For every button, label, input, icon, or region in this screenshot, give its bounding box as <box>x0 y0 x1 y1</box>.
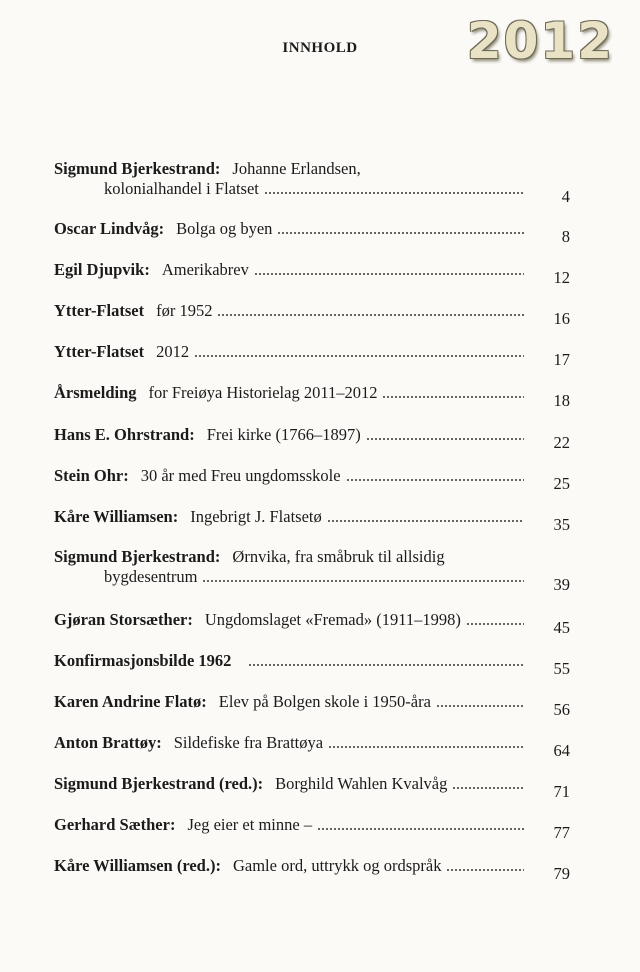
toc-title: Ørnvika, fra småbruk til allsidig <box>232 547 445 566</box>
page-title: INNHOLD <box>282 40 358 56</box>
toc-page-number: 22 <box>553 433 570 452</box>
toc-author: Konfirmasjonsbilde 1962 <box>54 651 232 670</box>
toc-title: Sildefiske fra Brattøya <box>173 733 324 752</box>
toc-title: for Freiøya Historielag 2011–2012 <box>148 383 378 402</box>
toc-entry <box>54 219 584 246</box>
toc-entry <box>54 159 584 206</box>
toc-author: Ytter-Flatset <box>54 301 145 320</box>
toc-entry <box>54 815 584 842</box>
toc-author: Sigmund Bjerkestrand (red.): <box>54 774 264 793</box>
dot-leader <box>277 232 524 234</box>
toc-page-number: 4 <box>561 187 570 206</box>
dot-leader <box>254 273 524 275</box>
dot-leader <box>202 580 524 582</box>
toc-entry <box>54 260 584 287</box>
toc-entry <box>54 425 584 452</box>
toc-author: Gerhard Sæther: <box>54 815 176 834</box>
toc-author: Gjøran Storsæther: <box>54 610 193 629</box>
toc-author: Karen Andrine Flatø: <box>54 692 207 711</box>
toc-page-number: 12 <box>553 268 570 287</box>
toc-title: Bolga og byen <box>176 219 273 238</box>
toc-page-number: 64 <box>553 741 570 760</box>
toc-page-number: 56 <box>553 700 570 719</box>
toc-page-number: 55 <box>553 659 570 678</box>
toc-page-number: 71 <box>553 782 570 801</box>
dot-leader <box>217 314 524 316</box>
toc-author: Sigmund Bjerkestrand: <box>54 547 221 566</box>
toc-entry <box>54 651 584 678</box>
dot-leader <box>248 664 524 666</box>
toc-title: Frei kirke (1766–1897) <box>206 425 361 444</box>
dot-leader <box>194 355 524 357</box>
toc-page-number: 16 <box>553 309 570 328</box>
toc-entry <box>54 856 584 883</box>
toc-entry <box>54 301 584 328</box>
toc-title: 30 år med Freu ungdomsskole <box>140 466 341 485</box>
toc-page-number: 18 <box>553 391 570 410</box>
toc-title: Jeg eier et minne – <box>187 815 313 834</box>
toc-entry <box>54 547 584 594</box>
year-stamp: 2012 <box>466 12 614 70</box>
toc-title: Johanne Erlandsen, <box>232 159 361 178</box>
toc-title-continued: bygdesentrum <box>104 567 198 586</box>
toc-entry <box>54 774 584 801</box>
toc-author: Årsmelding <box>54 383 137 402</box>
toc-author: Hans E. Ohrstrand: <box>54 425 195 444</box>
toc-title: Ungdomslaget «Fremad» (1911–1998) <box>204 610 461 629</box>
dot-leader <box>452 787 524 789</box>
toc-author: Ytter-Flatset <box>54 342 145 361</box>
dot-leader <box>346 479 524 481</box>
toc-page-number: 35 <box>553 515 570 534</box>
toc-title: 2012 <box>156 342 190 361</box>
toc-page-number: 17 <box>553 350 570 369</box>
toc-author: Sigmund Bjerkestrand: <box>54 159 221 178</box>
toc-title: Borghild Wahlen Kvalvåg <box>275 774 448 793</box>
dot-leader <box>317 828 524 830</box>
dot-leader <box>328 746 524 748</box>
dot-leader <box>446 869 524 871</box>
toc-entry <box>54 692 584 719</box>
toc-author: Egil Djupvik: <box>54 260 150 279</box>
dot-leader <box>382 396 524 398</box>
toc-page-number: 39 <box>553 575 570 594</box>
toc-title: Gamle ord, uttrykk og ordspråk <box>232 856 442 875</box>
toc-page-number: 79 <box>553 864 570 883</box>
toc-author: Stein Ohr: <box>54 466 129 485</box>
toc-entry <box>54 342 584 369</box>
toc-author: Kåre Williamsen (red.): <box>54 856 221 875</box>
toc-page-number: 77 <box>553 823 570 842</box>
toc-entry <box>54 383 584 410</box>
toc-entry <box>54 466 584 493</box>
toc-title: før 1952 <box>156 301 213 320</box>
dot-leader <box>264 192 524 194</box>
toc-page-number: 25 <box>553 474 570 493</box>
dot-leader <box>466 623 524 625</box>
toc-title: Amerikabrev <box>161 260 249 279</box>
toc-title: Ingebrigt J. Flatsetø <box>190 507 322 526</box>
toc-entry <box>54 733 584 760</box>
dot-leader <box>366 438 524 440</box>
toc-entry <box>54 507 584 534</box>
toc-author: Oscar Lindvåg: <box>54 219 165 238</box>
toc-page-number: 8 <box>561 227 570 246</box>
dot-leader <box>327 520 524 522</box>
toc-author: Anton Brattøy: <box>54 733 162 752</box>
dot-leader <box>436 705 524 707</box>
toc-page-number: 45 <box>553 618 570 637</box>
toc-title-continued: kolonialhandel i Flatset <box>104 179 259 198</box>
toc-author: Kåre Williamsen: <box>54 507 179 526</box>
toc-title: Elev på Bolgen skole i 1950-åra <box>218 692 431 711</box>
toc-entry <box>54 610 584 637</box>
